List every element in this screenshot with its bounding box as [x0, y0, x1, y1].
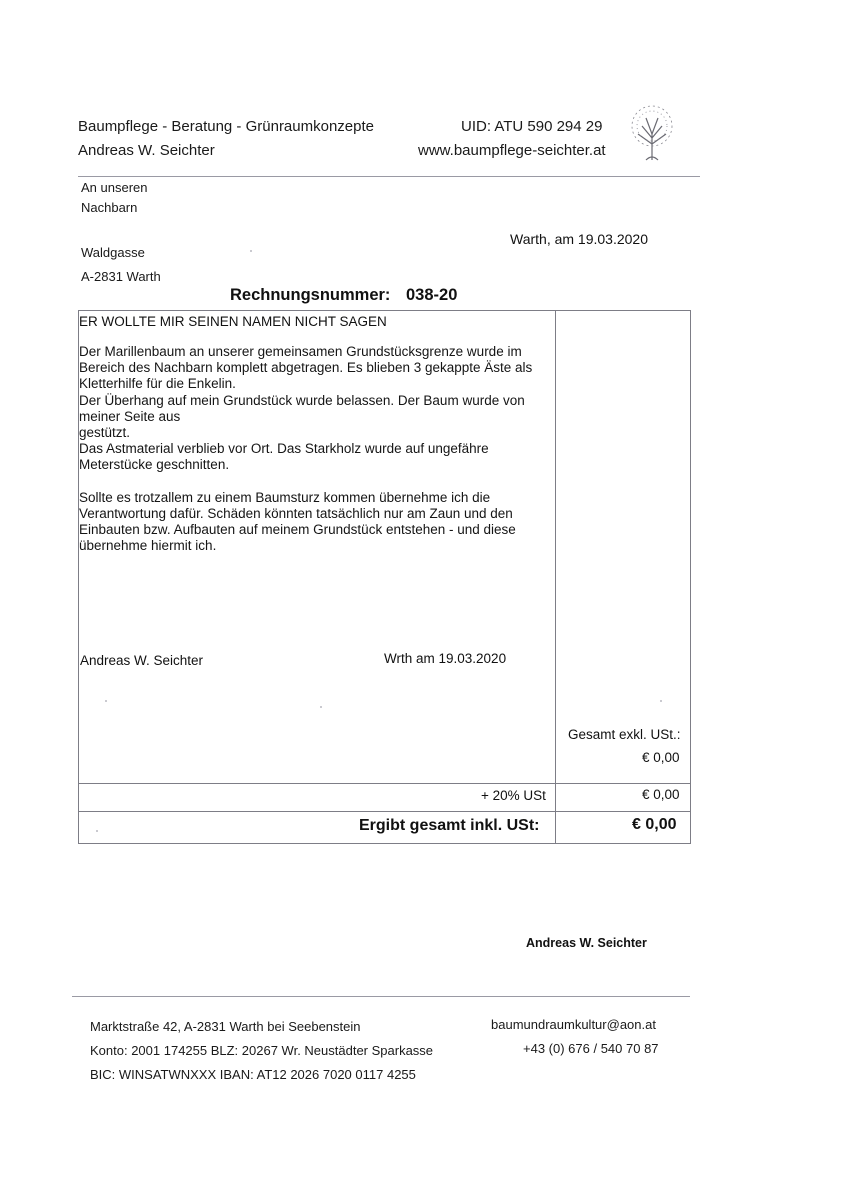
- scan-speck: [105, 700, 107, 702]
- gross-total-value: € 0,00: [632, 816, 677, 833]
- scan-speck: [96, 830, 98, 832]
- tree-logo-icon: [626, 104, 678, 162]
- table-row-divider-total: [78, 811, 691, 812]
- invoice-number: 038-20: [406, 286, 458, 304]
- gross-total-label: Ergibt gesamt inkl. USt:: [359, 817, 540, 834]
- footer-divider: [72, 996, 690, 997]
- header-divider: [78, 176, 700, 177]
- recipient-city: A-2831 Warth: [81, 269, 161, 284]
- signature-name: Andreas W. Seichter: [80, 653, 204, 668]
- closing-signature: Andreas W. Seichter: [526, 936, 647, 950]
- description-paragraph-3: Das Astmaterial verblieb vor Ort. Das Starkholz wurde auf ungefähre Meterstücke geschnitten.: [79, 441, 489, 473]
- table-row-divider-vat: [78, 783, 691, 784]
- invoice-number-label: Rechnungsnummer:: [230, 286, 391, 304]
- recipient-line-1: An unseren: [81, 180, 148, 195]
- table-column-divider: [555, 310, 556, 844]
- footer-phone: +43 (0) 676 / 540 70 87: [523, 1041, 659, 1056]
- description-paragraph-2a: Der Überhang auf mein Grundstück wurde belassen. Der Baum wurde von meiner Seite aus: [79, 392, 525, 424]
- description-text: [79, 344, 554, 554]
- vat-label: + 20% USt: [481, 788, 546, 803]
- company-owner: Andreas W. Seichter: [78, 142, 215, 159]
- net-total-label: Gesamt exkl. USt.:: [568, 727, 681, 742]
- signature-date: Wrth am 19.03.2020: [384, 651, 507, 666]
- vat-value: € 0,00: [642, 787, 680, 802]
- description-paragraph-2b: gestützt.: [79, 425, 131, 441]
- footer-bank-account: Konto: 2001 174255 BLZ: 20267 Wr. Neustädter Sparkasse: [90, 1043, 434, 1058]
- net-total-value: € 0,00: [642, 750, 680, 765]
- company-website[interactable]: www.baumpflege-seichter.at: [418, 142, 606, 159]
- recipient-street: Waldgasse: [81, 245, 145, 260]
- scan-speck: [660, 700, 662, 702]
- description-heading: ER WOLLTE MIR SEINEN NAMEN NICHT SAGEN: [79, 314, 387, 329]
- uid-number: UID: ATU 590 294 29: [461, 118, 603, 135]
- invoice-date: Warth, am 19.03.2020: [510, 231, 649, 247]
- company-services: Baumpflege - Beratung - Grünraumkonzepte: [78, 118, 374, 135]
- description-paragraph-1: Der Marillenbaum an unserer gemeinsamen Grundstücksgrenze wurde im Bereich des Nachbarn komplett abgetragen. Es blieben 3 gekappte Äste als Kletterhilfe für die Enkelin.: [79, 344, 533, 392]
- description-paragraph-4: Sollte es trotzallem zu einem Baumsturz kommen übernehme ich die Verantwortung dafür. Schäden könnten tatsächlich nur am Zaun und den Einbauten bzw. Aufbauten auf meinem Grundstück entstehen - und diese übernehme hiermit ich.: [79, 489, 516, 554]
- footer-address: Marktstraße 42, A-2831 Warth bei Seebenstein: [90, 1019, 361, 1034]
- scan-speck: [320, 706, 322, 708]
- scan-speck: [250, 250, 252, 252]
- recipient-line-2: Nachbarn: [81, 200, 138, 215]
- footer-email[interactable]: baumundraumkultur@aon.at: [491, 1017, 656, 1032]
- footer-iban: BIC: WINSATWNXXX IBAN: AT12 2026 7020 0117 4255: [90, 1067, 416, 1082]
